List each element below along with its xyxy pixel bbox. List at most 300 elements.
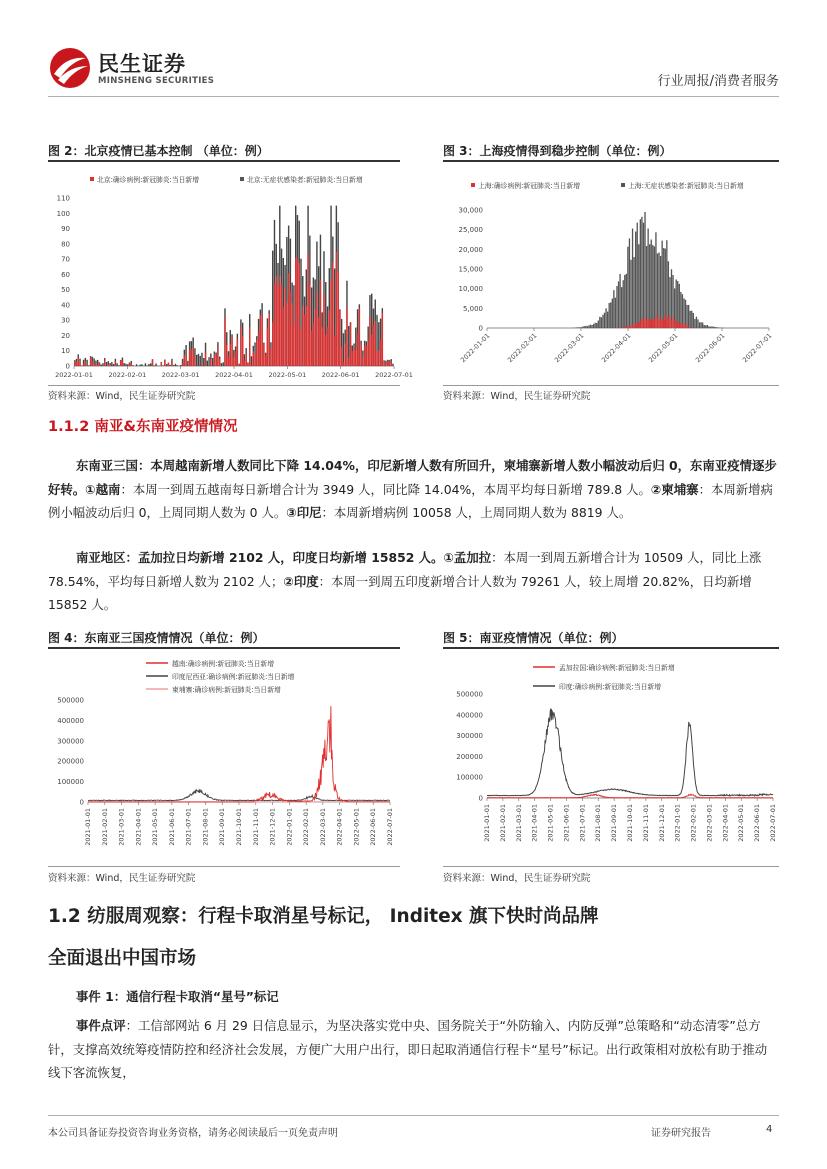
bar-asymptomatic: [704, 325, 705, 328]
bar-confirmed: [330, 279, 331, 366]
fig5-bottom-rule: [443, 866, 779, 867]
bar-asymptomatic: [212, 358, 213, 366]
bar-confirmed: [240, 326, 241, 366]
fig4-bottom-rule: [48, 866, 400, 867]
bar-asymptomatic: [719, 327, 720, 328]
x-tick-label: 2021-10-01: [626, 804, 634, 842]
bar-confirmed: [651, 319, 652, 328]
x-tick-label: 2022-07-01: [375, 371, 413, 379]
bar-confirmed: [219, 359, 220, 366]
fig3-title: 图 3：上海疫情得到稳步控制（单位：例）: [443, 144, 672, 158]
bar-confirmed: [192, 348, 193, 366]
bar-asymptomatic: [591, 325, 592, 328]
footer-report-type: 证券研究报告: [651, 1128, 711, 1139]
x-tick-label: 2022-07-01: [769, 804, 777, 842]
bar-confirmed: [299, 263, 300, 366]
bar-asymptomatic: [613, 290, 614, 328]
x-tick-label: 2021-08-01: [201, 808, 210, 846]
bar-confirmed: [618, 327, 619, 328]
bar-asymptomatic: [685, 300, 686, 328]
x-tick-label: 2022-05-01: [352, 808, 361, 846]
bar-asymptomatic: [577, 327, 578, 328]
legend-label: 上海:无症状感染者:新冠肺炎:当日新增: [628, 182, 744, 190]
bar-asymptomatic: [590, 325, 591, 328]
bar-asymptomatic: [166, 364, 167, 366]
bar-confirmed: [76, 362, 77, 366]
para1-text2: ：本周新增病例小幅波动后归 0，上周同期人数为 0 人。: [48, 481, 773, 520]
bar-confirmed: [238, 365, 239, 366]
x-tick-label: 2022-03-01: [553, 331, 586, 365]
bar-confirmed: [632, 325, 633, 328]
bar-confirmed: [676, 323, 677, 328]
bar-asymptomatic: [612, 299, 613, 328]
bar-confirmed: [389, 360, 390, 366]
bar-asymptomatic: [619, 274, 620, 328]
bar-asymptomatic: [708, 326, 709, 328]
bar-confirmed: [339, 310, 340, 366]
bar-asymptomatic: [207, 361, 208, 366]
bar-confirmed: [329, 310, 330, 366]
paragraph-southeast-asia: [48, 454, 779, 525]
bar-confirmed: [224, 317, 225, 366]
bar-confirmed: [313, 322, 314, 366]
bar-asymptomatic: [649, 244, 650, 328]
x-tick-label: 2022-04-01: [721, 804, 730, 842]
bar-asymptomatic: [196, 355, 197, 366]
bar-confirmed: [658, 320, 659, 328]
bar-asymptomatic: [707, 325, 708, 328]
legend-label: 北京:确诊病例:新冠肺炎:当日新增: [97, 176, 200, 184]
bar-confirmed: [283, 307, 284, 366]
bar-asymptomatic: [136, 364, 137, 366]
bar-asymptomatic: [86, 360, 87, 366]
event1-title: [48, 985, 279, 1009]
bar-confirmed: [635, 324, 636, 328]
bar-confirmed: [362, 357, 363, 366]
bar-asymptomatic: [187, 361, 188, 366]
bar-asymptomatic: [700, 322, 701, 328]
bar-asymptomatic: [618, 281, 619, 328]
bar-confirmed: [306, 306, 307, 366]
bar-confirmed: [253, 351, 254, 366]
bar-asymptomatic: [132, 365, 133, 366]
bar-asymptomatic: [173, 365, 174, 366]
x-tick-label: 2022-06-01: [369, 808, 378, 846]
legend-swatch: [621, 183, 625, 187]
bar-asymptomatic: [113, 364, 114, 366]
para1-bold3: ③印尼: [286, 505, 322, 520]
bar-confirmed: [245, 354, 246, 366]
bar-confirmed: [336, 252, 337, 366]
bar-asymptomatic: [150, 363, 151, 366]
x-tick-label: 2021-03-01: [514, 804, 523, 842]
bar-confirmed: [327, 327, 328, 366]
fig4-rule: [48, 647, 400, 649]
bar-confirmed: [201, 365, 202, 366]
bar-confirmed: [129, 364, 130, 366]
x-tick-label: 2022-01-01: [673, 804, 682, 842]
bar-confirmed: [686, 325, 687, 328]
bar-asymptomatic: [162, 365, 163, 366]
bar-asymptomatic: [647, 228, 648, 328]
bar-asymptomatic: [652, 245, 653, 328]
x-tick-label: 2021-07-01: [184, 808, 193, 846]
bar-confirmed: [277, 286, 278, 366]
fig3-chart: [443, 166, 779, 384]
bar-confirmed: [279, 276, 280, 366]
bar-confirmed: [191, 349, 192, 366]
fig3-bottom-rule: [443, 385, 779, 386]
bar-confirmed: [97, 365, 98, 366]
bar-confirmed: [304, 315, 305, 366]
legend-swatch: [240, 177, 244, 181]
bar-confirmed: [353, 346, 354, 366]
x-tick-label: 2021-02-01: [100, 808, 109, 846]
x-tick-label: 2022-01-01: [55, 371, 93, 379]
y-tick-label: 500000: [456, 690, 483, 699]
bar-confirmed: [366, 346, 367, 366]
bar-confirmed: [385, 364, 386, 366]
fig2-title: 图 2：北京疫情已基本控制 （单位：例）: [48, 144, 269, 158]
bar-confirmed: [244, 360, 245, 366]
legend-label: 北京:无症状感染者:新冠肺炎:当日新增: [247, 176, 363, 184]
bar-asymptomatic: [671, 269, 672, 328]
legend-label: 孟加拉国:确诊病例:新冠肺炎:当日新增: [559, 664, 675, 672]
y-tick-label: 0: [79, 798, 84, 807]
bar-confirmed: [189, 350, 190, 366]
x-tick-label: 2021-12-01: [268, 808, 277, 846]
bar-asymptomatic: [169, 365, 170, 366]
bar-confirmed: [637, 323, 638, 328]
bar-asymptomatic: [696, 317, 697, 328]
bar-confirmed: [115, 361, 116, 366]
bar-asymptomatic: [621, 287, 622, 328]
bar-confirmed: [343, 362, 344, 366]
bar-asymptomatic: [141, 364, 142, 366]
bar-confirmed: [104, 360, 105, 366]
bar-confirmed: [669, 316, 670, 328]
bar-asymptomatic: [198, 354, 199, 366]
bar-confirmed: [647, 320, 648, 328]
x-tick-label: 2022-02-01: [689, 804, 698, 842]
legend-label: 印度尼西亚:确诊病例:新冠肺炎:当日新增: [172, 673, 295, 681]
bar-confirmed: [274, 283, 275, 366]
y-tick-label: 300000: [57, 737, 84, 746]
header-rule: [48, 96, 779, 97]
x-tick-label: 2021-02-01: [498, 804, 507, 842]
bar-confirmed: [382, 313, 383, 366]
bar-asymptomatic: [710, 327, 711, 328]
bar-confirmed: [270, 347, 271, 366]
legend-swatch: [90, 177, 94, 181]
bar-asymptomatic: [626, 274, 627, 328]
para2-bold2: ②印度: [283, 573, 319, 589]
x-tick-label: 2022-07-01: [386, 808, 394, 846]
bar-confirmed: [284, 288, 285, 366]
bar-confirmed: [630, 325, 631, 328]
x-tick-label: 2022-06-01: [694, 331, 727, 365]
bar-confirmed: [261, 315, 262, 366]
bar-asymptomatic: [644, 212, 645, 328]
bar-asymptomatic: [148, 364, 149, 366]
bar-confirmed: [378, 350, 379, 366]
report-category: 行业周报/消费者服务: [657, 74, 779, 89]
y-tick-label: 110: [56, 194, 70, 203]
y-tick-label: 60: [61, 270, 70, 279]
bar-asymptomatic: [582, 327, 583, 328]
y-tick-label: 10: [61, 347, 70, 356]
bar-confirmed: [672, 317, 673, 328]
bar-confirmed: [230, 344, 231, 366]
bar-confirmed: [367, 341, 368, 366]
bar-confirmed: [316, 292, 317, 366]
bar-confirmed: [325, 335, 326, 366]
bar-asymptomatic: [641, 217, 642, 328]
bar-confirmed: [357, 333, 358, 366]
bar-confirmed: [640, 321, 641, 328]
bar-confirmed: [383, 362, 384, 366]
fig4-source: 资料来源：Wind，民生证券研究院: [48, 873, 196, 884]
fig3-source: 资料来源：Wind，民生证券研究院: [443, 391, 591, 402]
x-tick-label: 2022-04-01: [335, 808, 344, 846]
bar-confirmed: [654, 318, 655, 328]
x-tick-label: 2021-06-01: [562, 804, 571, 842]
bar-asymptomatic: [635, 232, 636, 328]
bar-confirmed: [83, 364, 84, 366]
bar-asymptomatic: [607, 312, 608, 328]
bar-confirmed: [78, 358, 79, 366]
bar-confirmed: [390, 363, 391, 366]
bar-confirmed: [679, 323, 680, 328]
bar-confirmed: [302, 307, 303, 366]
event1-title-text: 事件 1：通信行程卡取消“星号”标记: [76, 989, 279, 1004]
bar-confirmed: [249, 327, 250, 366]
bar-confirmed: [371, 334, 372, 366]
y-tick-label: 100000: [456, 773, 483, 782]
para2-bold1: 南亚地区：孟加拉日均新增 2102 人，印度日均新增 15852 人。①孟加拉: [76, 550, 492, 565]
bar-asymptomatic: [139, 365, 140, 366]
x-tick-label: 2022-05-01: [647, 331, 680, 365]
bar-confirmed: [214, 354, 215, 366]
bar-confirmed: [311, 331, 312, 366]
y-tick-label: 0: [65, 362, 70, 371]
bar-confirmed: [161, 362, 162, 366]
bar-asymptomatic: [663, 248, 664, 328]
legend-label: 越南:确诊病例:新冠肺炎:当日新增: [172, 660, 275, 668]
bar-confirmed: [348, 357, 349, 366]
legend-label: 柬埔寨:确诊病例:新冠肺炎:当日新增: [172, 686, 281, 694]
bar-asymptomatic: [638, 244, 639, 328]
bar-asymptomatic: [629, 238, 630, 328]
bar-asymptomatic: [711, 326, 712, 328]
y-tick-label: 0: [478, 324, 483, 333]
para1-text3: ：本周新增病例 10058 人，上周同期人数为 8819 人。: [321, 505, 632, 520]
bar-confirmed: [334, 335, 335, 366]
x-tick-label: 2022-04-01: [600, 331, 633, 365]
brand-english: MINSHENG SECURITIES: [98, 76, 215, 86]
page-number: 4: [766, 1124, 773, 1135]
bar-asymptomatic: [208, 357, 209, 366]
bar-asymptomatic: [116, 363, 117, 366]
x-tick-label: 2021-01-01: [483, 804, 491, 842]
event1-comment: [48, 1014, 779, 1085]
bar-confirmed: [95, 364, 96, 366]
header: [48, 42, 779, 92]
bar-confirmed: [649, 319, 650, 328]
bar-confirmed: [677, 321, 678, 328]
bar-asymptomatic: [111, 362, 112, 366]
bar-asymptomatic: [203, 358, 204, 366]
bar-confirmed: [623, 327, 624, 328]
bar-confirmed: [276, 276, 277, 366]
bar-confirmed: [268, 314, 269, 366]
x-tick-label: 2021-12-01: [657, 804, 666, 842]
bar-asymptomatic: [630, 260, 631, 328]
bar-asymptomatic: [118, 365, 119, 366]
bar-confirmed: [680, 323, 681, 328]
bar-asymptomatic: [718, 327, 719, 328]
bar-confirmed: [322, 328, 323, 366]
para2-text1: ：本周一到周五新增合计为 10509 人，同比上涨 78.54%，平均每日新增人数为 2102 人；: [48, 550, 762, 589]
y-tick-label: 300000: [456, 732, 483, 741]
bar-confirmed: [309, 284, 310, 366]
y-tick-label: 30: [61, 316, 70, 325]
bar-confirmed: [260, 315, 261, 366]
bar-confirmed: [671, 321, 672, 328]
bar-confirmed: [661, 318, 662, 328]
bar-asymptomatic: [604, 313, 605, 328]
bar-asymptomatic: [632, 229, 633, 328]
fig2-bottom-rule: [48, 385, 400, 386]
bar-asymptomatic: [666, 240, 667, 328]
bar-confirmed: [668, 317, 669, 328]
bar-confirmed: [355, 350, 356, 366]
x-tick-label: 2021-11-01: [251, 808, 260, 846]
bar-confirmed: [666, 318, 667, 328]
y-tick-label: 100000: [57, 778, 84, 787]
bar-confirmed: [626, 327, 627, 328]
bar-confirmed: [251, 364, 252, 366]
bar-confirmed: [90, 357, 91, 366]
fig2-chart: [48, 166, 413, 384]
bar-confirmed: [233, 357, 234, 366]
bar-asymptomatic: [155, 363, 156, 366]
bar-asymptomatic: [679, 284, 680, 328]
x-tick-label: 2022-04-01: [215, 371, 253, 379]
x-tick-label: 2021-11-01: [641, 804, 650, 842]
bar-confirmed: [79, 363, 80, 366]
bar-asymptomatic: [580, 327, 581, 328]
x-tick-label: 2021-08-01: [594, 804, 603, 842]
y-tick-label: 5,000: [462, 304, 483, 313]
bar-confirmed: [210, 359, 211, 366]
y-tick-label: 0: [478, 794, 483, 803]
bar-confirmed: [194, 357, 195, 366]
bar-confirmed: [682, 323, 683, 328]
bar-asymptomatic: [705, 325, 706, 328]
bar-asymptomatic: [599, 317, 600, 328]
bar-asymptomatic: [654, 246, 655, 328]
fig5-rule: [443, 647, 779, 649]
y-tick-label: 90: [61, 225, 70, 234]
bar-confirmed: [288, 273, 289, 366]
x-tick-label: 2022-01-01: [459, 331, 492, 365]
bar-confirmed: [85, 361, 86, 366]
bar-confirmed: [688, 327, 689, 328]
bar-confirmed: [231, 336, 232, 366]
bar-confirmed: [228, 356, 229, 366]
bar-confirmed: [286, 303, 287, 366]
bar-confirmed: [185, 356, 186, 366]
x-tick-label: 2022-02-01: [506, 331, 539, 365]
bar-confirmed: [265, 355, 266, 366]
footer-rule: [48, 1115, 779, 1116]
bar-asymptomatic: [615, 298, 616, 328]
bar-asymptomatic: [624, 275, 625, 328]
bar-confirmed: [171, 360, 172, 366]
bar-asymptomatic: [579, 327, 580, 328]
bar-confirmed: [307, 253, 308, 366]
bar-asymptomatic: [699, 322, 700, 328]
bar-asymptomatic: [127, 364, 128, 366]
bar-confirmed: [380, 340, 381, 366]
bar-confirmed: [320, 280, 321, 366]
bar-asymptomatic: [690, 311, 691, 328]
line-indonesia: [88, 790, 390, 801]
bar-confirmed: [93, 364, 94, 366]
bar-confirmed: [291, 303, 292, 366]
y-tick-label: 500000: [57, 696, 84, 705]
bar-confirmed: [184, 355, 185, 366]
bar-confirmed: [657, 315, 658, 328]
bar-asymptomatic: [676, 279, 677, 328]
bar-confirmed: [359, 308, 360, 366]
bar-confirmed: [314, 310, 315, 366]
bar-asymptomatic: [655, 232, 656, 328]
x-tick-label: 2021-06-01: [167, 808, 176, 846]
bar-confirmed: [350, 323, 351, 366]
bar-confirmed: [258, 332, 259, 366]
bar-confirmed: [154, 365, 155, 366]
section-1-2-heading-line2: 全面退出中国市场: [48, 948, 197, 969]
fig5-source: 资料来源：Wind，民生证券研究院: [443, 873, 591, 884]
bar-asymptomatic: [343, 333, 344, 366]
bar-confirmed: [685, 325, 686, 328]
y-tick-label: 100: [56, 209, 70, 218]
x-tick-label: 2022-01-01: [285, 808, 294, 846]
footer-disclaimer: 本公司具备证券投资咨询业务资格，请务必阅读最后一页免责声明: [48, 1128, 338, 1139]
minsheng-logo-icon: [48, 46, 92, 90]
y-tick-label: 200000: [456, 752, 483, 761]
legend-label: 上海:确诊病例:新冠肺炎:当日新增: [478, 182, 581, 190]
bar-confirmed: [373, 325, 374, 366]
bar-confirmed: [352, 351, 353, 366]
x-tick-label: 2021-10-01: [235, 808, 243, 846]
bar-asymptomatic: [587, 326, 588, 328]
bar-confirmed: [624, 327, 625, 328]
bar-confirmed: [247, 364, 248, 366]
comment-bold: 事件点评: [76, 1018, 126, 1033]
y-tick-label: 20: [61, 331, 70, 340]
bar-asymptomatic: [714, 327, 715, 328]
x-tick-label: 2021-01-01: [84, 808, 92, 846]
bar-asymptomatic: [106, 362, 107, 366]
bar-asymptomatic: [643, 223, 644, 328]
x-tick-label: 2021-05-01: [546, 804, 555, 842]
bar-confirmed: [655, 318, 656, 328]
fig3-rule: [443, 160, 779, 162]
paragraph-south-asia: [48, 546, 779, 617]
